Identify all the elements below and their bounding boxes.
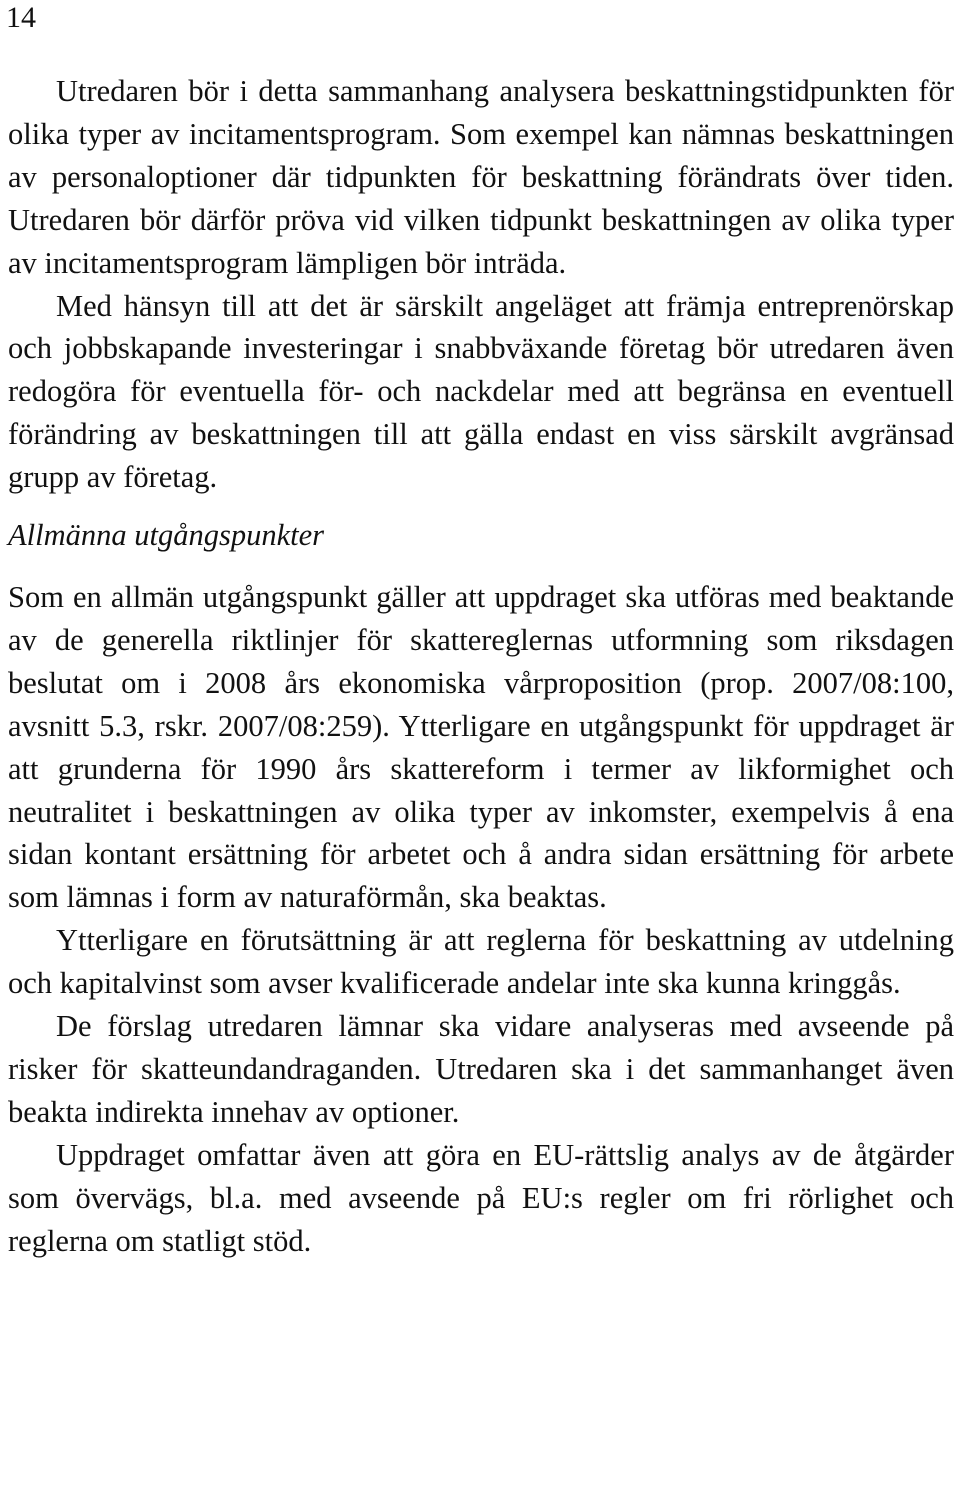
paragraph-circumvention: Ytterligare en förutsättning är att reglerna för beskattning av utdelning och kapitalvinst som avser kvalificerade andelar inte ska kunna kringgås.: [8, 923, 954, 1001]
section-heading: Allmänna utgångspunkter: [8, 518, 324, 553]
paragraph-entrepreneurship: Med hänsyn till att det är särskilt angeläget att främja entreprenörskap och jobbskapande investeringar i snabbväxande företag bör utredaren även redogöra för eventuella för- och nackdelar med att begränsa en eventuell förändring av beskattningen till att gälla endast en viss särskilt avgränsad grupp av företag.: [8, 288, 954, 495]
page-number: 14: [6, 1, 36, 34]
paragraph-tax-timing: Utredaren bör i detta sammanhang analysera beskattningstidpunkten för olika typer av incitamentsprogram. Som exempel kan nämnas beskattningen av personaloptioner där tidpunkten för beskattning förändrats över tiden. Utredaren bör därför pröva vid vilken tidpunkt beskattningen av olika typer av incitamentsprogram lämpligen bör inträda.: [8, 74, 954, 280]
paragraph-general-starting-points: Som en allmän utgångspunkt gäller att uppdraget ska utföras med beaktande av de generella riktlinjer för skattereglernas utformning som riksdagen beslutat om i 2008 års ekonomiska vårproposition (prop. 2007/08:100, avsnitt 5.3, rskr. 2007/08:259). Ytterligare en utgångspunkt för uppdraget är att grunderna för 1990 års skattereform i termer av likformighet och neutralitet i beskattningen av olika typer av inkomster, exempelvis å ena sidan kontant ersättning för arbetet och å andra sidan ersättning för arbete som lämnas i form av naturaförmån, ska beaktas.: [8, 579, 954, 915]
paragraph-tax-avoidance-risks: De förslag utredaren lämnar ska vidare analyseras med avseende på risker för skatteundandraganden. Utredaren ska i det sammanhanget även beakta indirekta innehav av optioner.: [8, 1009, 954, 1129]
paragraph-eu-analysis: Uppdraget omfattar även att göra en EU-rättslig analys av de åtgärder som övervägs, bl.a. med avseende på EU:s regler om fri rörlighet och reglerna om statligt stöd.: [8, 1137, 954, 1258]
document-body: [8, 70, 954, 1262]
